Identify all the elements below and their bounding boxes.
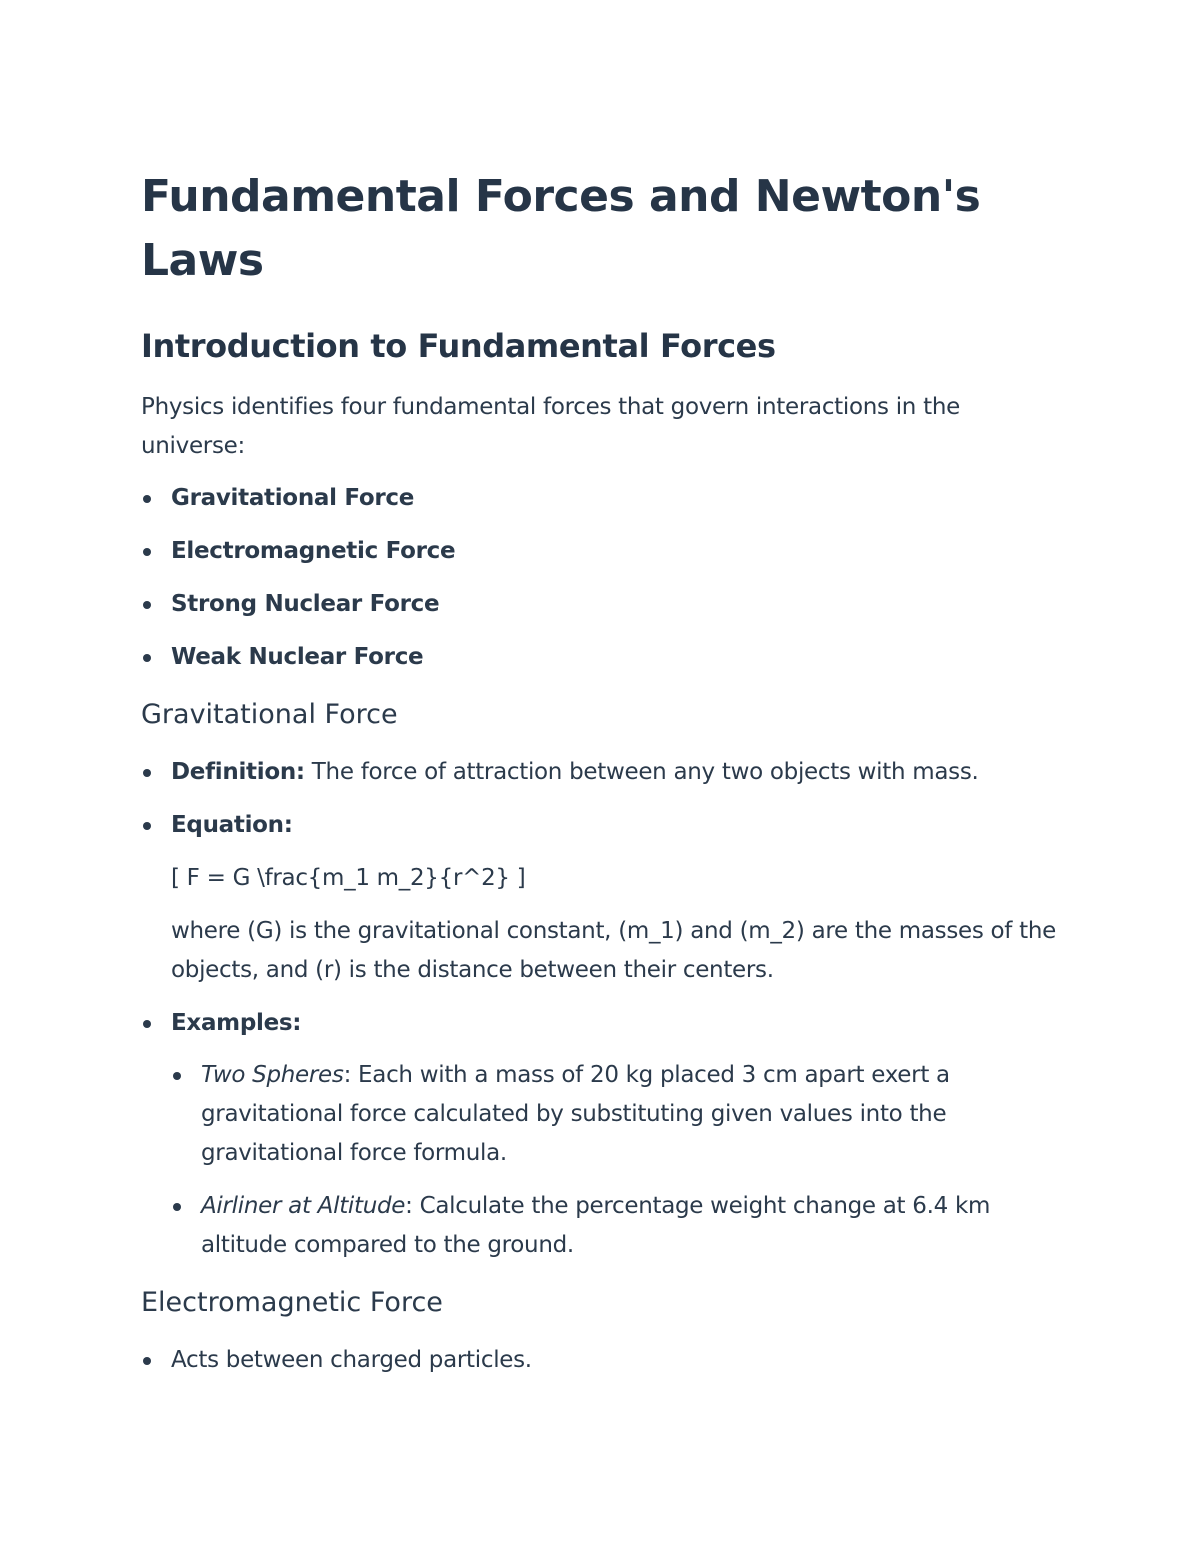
force-weak-nuclear: Weak Nuclear Force — [171, 644, 424, 670]
list-item — [141, 806, 1061, 990]
list-item — [141, 753, 1061, 792]
example-title: Airliner at Altitude — [201, 1193, 406, 1219]
list-item — [141, 479, 1061, 518]
forces-list — [141, 479, 1061, 677]
definition-label: Definition: — [171, 759, 305, 785]
force-strong-nuclear: Strong Nuclear Force — [171, 591, 440, 617]
examples-list — [171, 1056, 1061, 1265]
intro-heading: Introduction to Fundamental Forces — [141, 327, 776, 365]
force-electromagnetic: Electromagnetic Force — [171, 538, 456, 564]
list-item — [141, 585, 1061, 624]
list-item — [171, 1056, 1061, 1173]
list-item — [141, 1341, 1061, 1380]
examples-label: Examples: — [171, 1010, 302, 1036]
electromagnetic-list — [141, 1341, 1061, 1380]
definition-text: The force of attraction between any two objects with mass. — [304, 759, 979, 785]
equation-label: Equation: — [171, 812, 293, 838]
list-item — [141, 532, 1061, 571]
example-text: : Calculate the percentage weight change at 6.4 km altitude compared to the ground. — [201, 1193, 991, 1258]
electromagnetic-item: Acts between charged particles. — [171, 1347, 532, 1373]
electromagnetic-heading: Electromagnetic Force — [141, 1287, 443, 1318]
equation-explanation: where (G) is the gravitational constant, (m_1) and (m_2) are the masses of the objects, and (r) is the distance between their centers. — [171, 918, 1056, 983]
list-item — [141, 1004, 1061, 1265]
list-item — [171, 1187, 1061, 1265]
document-title: Fundamental Forces and Newton's Laws — [141, 171, 981, 286]
list-item — [141, 638, 1061, 677]
gravitational-heading: Gravitational Force — [141, 699, 398, 730]
intro-paragraph: Physics identifies four fundamental forces that govern interactions in the universe: — [141, 394, 960, 459]
example-title: Two Spheres — [201, 1062, 344, 1088]
equation-text: [ F = G \frac{m_1 m_2}{r^2} ] — [171, 865, 526, 891]
force-gravitational: Gravitational Force — [171, 485, 415, 511]
gravitational-list — [141, 753, 1061, 1265]
document-page — [141, 165, 1061, 1380]
example-text: : Each with a mass of 20 kg placed 3 cm apart exert a gravitational force calculated by substituting given values into the gravitational force formula. — [201, 1062, 950, 1166]
